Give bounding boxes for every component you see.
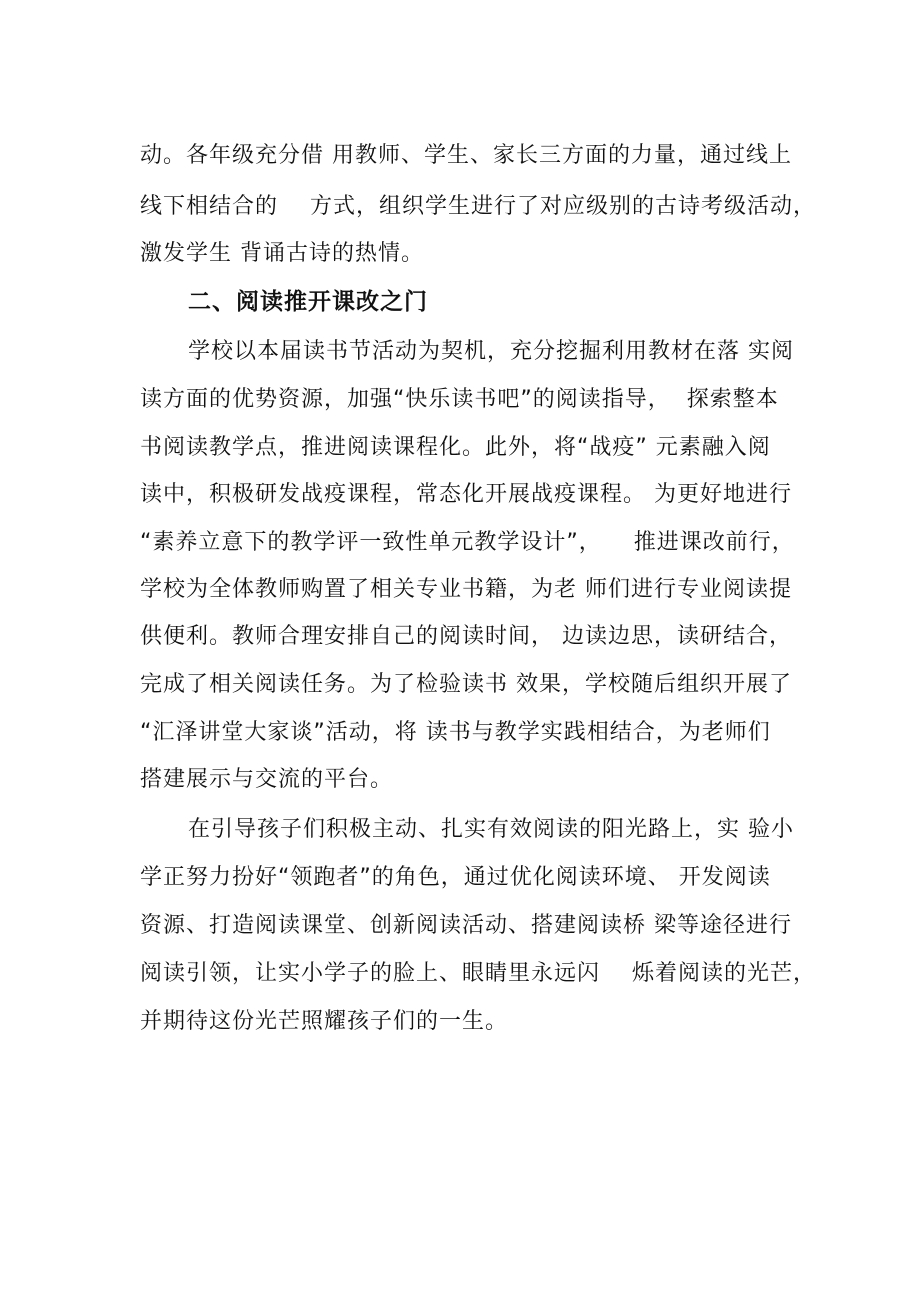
paragraph-2-line-3: 书阅读教学点，推进阅读课程化。此外，将“战疫” 元素融入阅 [140, 435, 771, 460]
paragraph-3-line-1: 在引导孩子们积极主动、扎实有效阅读的阳光路上，实 验小 [188, 817, 794, 842]
paragraph-2-line-9: “汇泽讲堂大家谈”活动，将 读书与教学实践相结合，为老师们 [140, 720, 771, 745]
paragraph-3-line-2: 学正努力扮好“领跑者”的角色，通过优化阅读环境、 开发阅读 [140, 865, 771, 890]
paragraph-3-line-3: 资源、打造阅读课堂、创新阅读活动、搭建阅读桥 梁等途径进行 [140, 913, 792, 938]
paragraph-2-line-6: 学校为全体教师购置了相关专业书籍，为老 师们进行专业阅读提 [140, 577, 792, 602]
paragraph-2-line-8: 完成了相关阅读任务。为了检验读书 效果，学校随后组织开展了 [140, 672, 792, 697]
section-heading: 二、阅读推开课改之门 [188, 289, 428, 315]
paragraph-2-line-5: “素养立意下的教学评一致性单元教学设计”， 推进课改前行， [140, 530, 795, 555]
paragraph-1-line-1: 动。各年级充分借 用教师、学生、家长三方面的力量，通过线上 [140, 143, 792, 168]
paragraph-2-line-1: 学校以本届读书节活动为契机，充分挖掘利用教材在落 实阅 [188, 339, 794, 364]
paragraph-2-line-4: 读中，积极研发战疫课程，常态化开展战疫课程。 为更好地进行 [140, 482, 792, 507]
paragraph-2-line-2: 读方面的优势资源，加强“快乐读书吧”的阅读指导， 探索整本 [140, 387, 779, 412]
paragraph-3-line-5: 并期待这份光芒照耀孩子们的一生。 [140, 1009, 509, 1034]
paragraph-2-line-7: 供便利。教师合理安排自己的阅读时间， 边读边思，读研结合， [140, 624, 792, 649]
paragraph-3-line-4: 阅读引领，让实小学子的脸上、眼睛里永远闪 烁着阅读的光芒， [140, 961, 816, 986]
paragraph-2-line-10: 搭建展示与交流的平台。 [140, 767, 394, 792]
paragraph-1-line-2: 线下相结合的 方式，组织学生进行了对应级别的古诗考级活动， [140, 194, 816, 219]
paragraph-1-line-3: 激发学生 背诵古诗的热情。 [140, 241, 424, 266]
